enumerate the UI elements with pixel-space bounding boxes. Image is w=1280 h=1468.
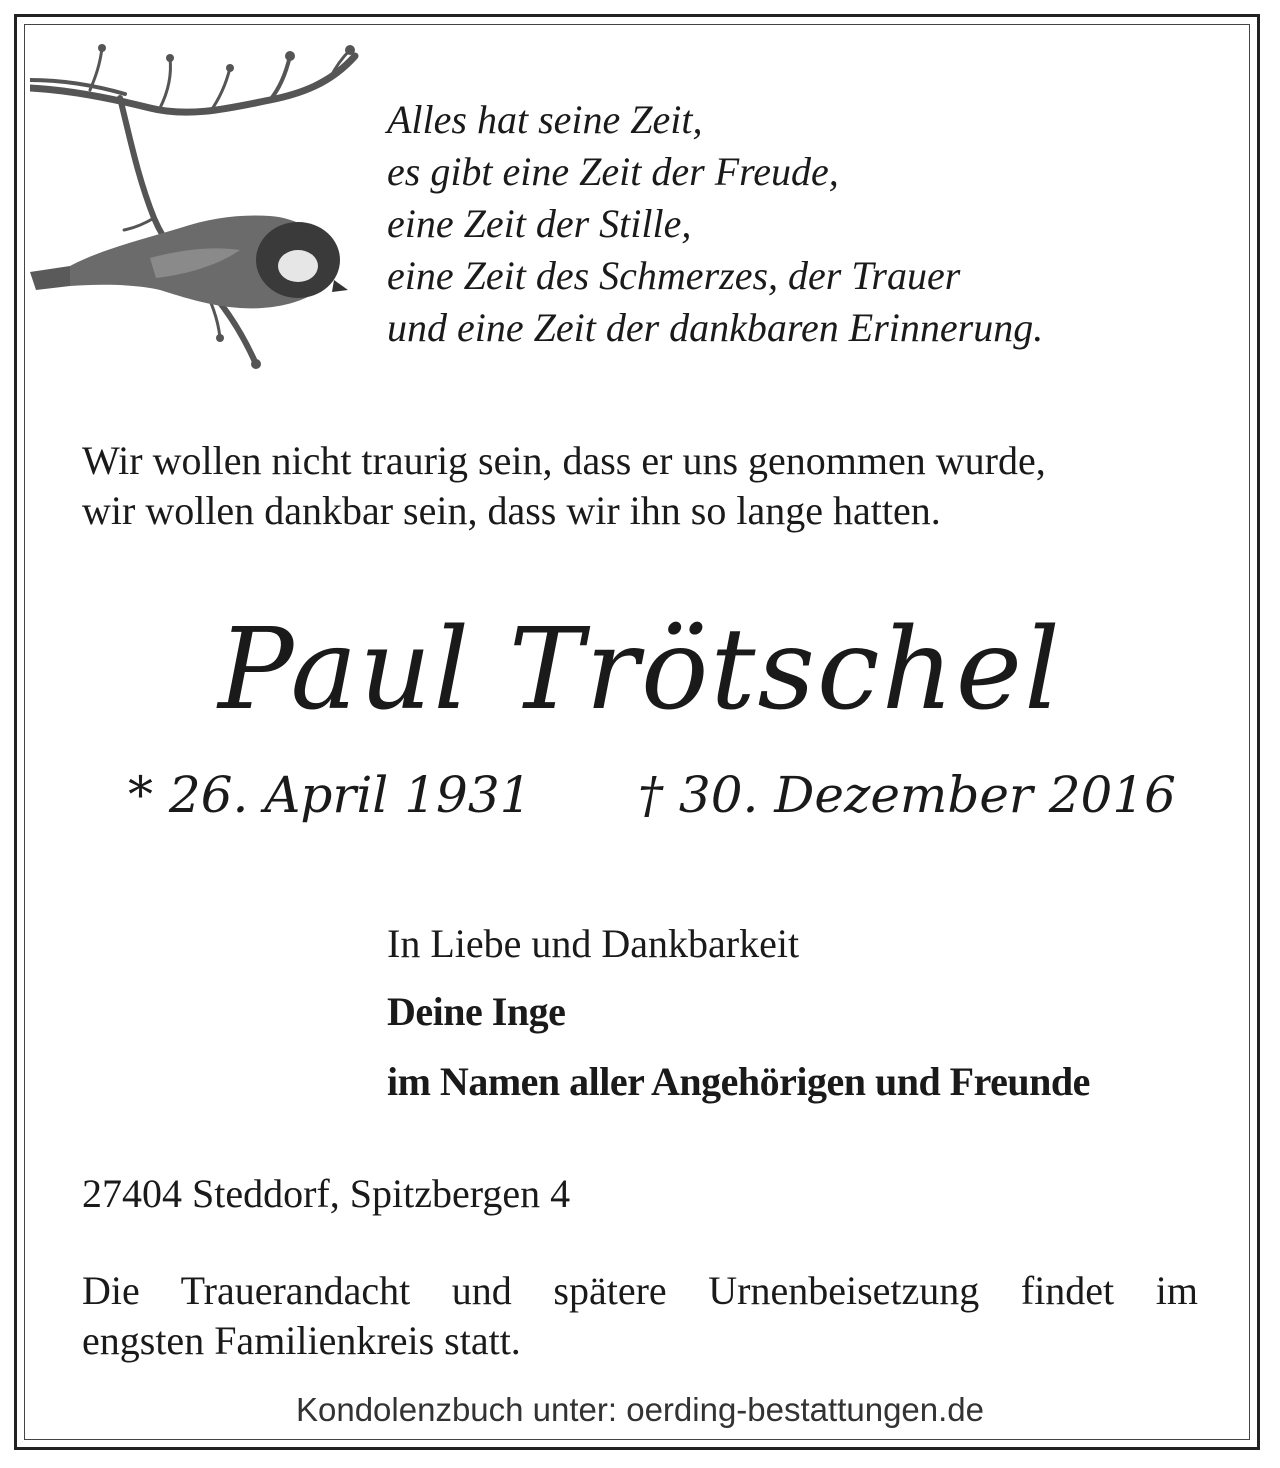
quote-line: Wir wollen nicht traurig sein, dass er uns genommen wurde,: [82, 438, 1046, 483]
signature: [387, 918, 1247, 1108]
service-line: Die Trauerandacht und spätere Urnenbeisetzung findet im: [82, 1268, 1198, 1313]
service-line: engsten Familienkreis statt.: [82, 1318, 521, 1363]
signature-intro: In Liebe und Dankbarkeit: [387, 921, 800, 966]
poem-line: und eine Zeit der dankbaren Erinnerung.: [387, 305, 1044, 350]
quote: [82, 436, 1202, 536]
poem: [387, 94, 1187, 354]
poem-line: eine Zeit der Stille,: [387, 201, 692, 246]
signature-family: im Namen aller Angehörigen und Freunde: [387, 1059, 1090, 1104]
deceased-name: Paul Trötschel: [218, 605, 1062, 735]
signature-name: Deine Inge: [387, 989, 566, 1034]
address: 27404 Steddorf, Spitzbergen 4: [82, 1171, 571, 1216]
bird-on-branch-icon: [30, 28, 360, 388]
poem-line: Alles hat seine Zeit,: [387, 97, 703, 142]
death-date: † 30. Dezember 2016: [638, 766, 1176, 824]
service-notice: [82, 1266, 1198, 1366]
birth-date: * 26. April 1931: [128, 766, 532, 824]
poem-line: es gibt eine Zeit der Freude,: [387, 149, 839, 194]
quote-line: wir wollen dankbar sein, dass wir ihn so lange hatten.: [82, 488, 941, 533]
condolence-link[interactable]: Kondolenzbuch unter: oerding-bestattungen.de: [295, 1391, 985, 1428]
life-dates: [128, 760, 1176, 830]
poem-line: eine Zeit des Schmerzes, der Trauer: [387, 253, 961, 298]
